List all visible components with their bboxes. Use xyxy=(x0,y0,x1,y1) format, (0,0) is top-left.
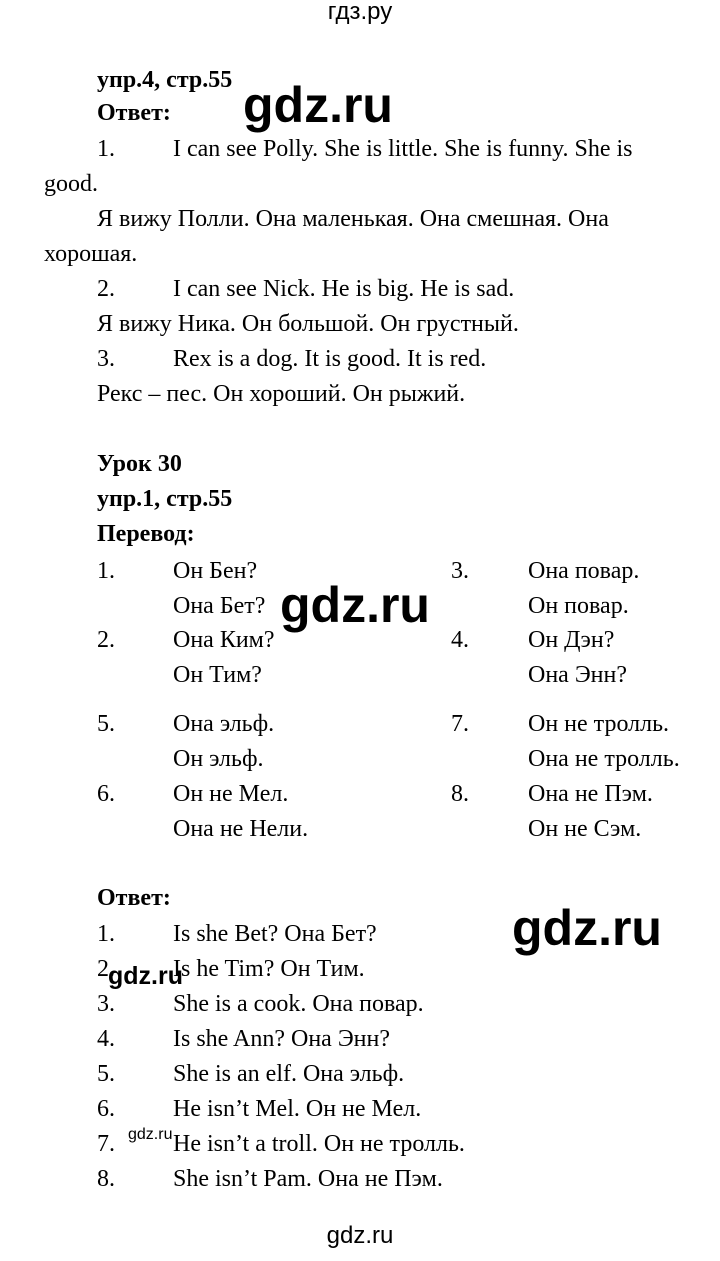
translation-line: Он Дэн? xyxy=(528,627,615,653)
site-footer: gdz.ru xyxy=(326,1222,394,1249)
item-number: 1. xyxy=(97,921,115,947)
translation-line: Он повар. xyxy=(528,593,629,619)
english-line: I can see Polly. She is little. She is funny. She is xyxy=(173,136,633,162)
item-number: 4. xyxy=(97,1026,115,1052)
watermark: gdz.ru xyxy=(243,77,393,133)
answer-line: Is she Bet? Она Бет? xyxy=(173,921,377,947)
answer-line: She isn’t Pam. Она не Пэм. xyxy=(173,1166,443,1192)
watermark: gdz.ru xyxy=(280,577,430,633)
item-number: 4. xyxy=(451,627,469,653)
item-number: 2. xyxy=(97,627,115,653)
translation-line: Он не Мел. xyxy=(173,781,289,807)
russian-line: Я вижу Ника. Он большой. Он грустный. xyxy=(97,311,519,337)
item-number: 6. xyxy=(97,781,115,807)
watermark: gdz.ru xyxy=(512,900,662,956)
english-line: Rex is a dog. It is good. It is red. xyxy=(173,346,487,372)
translation-line: Она не Нели. xyxy=(173,816,309,842)
russian-line: Рекс – пес. Он хороший. Он рыжий. xyxy=(97,381,466,407)
item-number: 2. xyxy=(97,956,115,982)
translation-line: Она эльф. xyxy=(173,711,275,737)
russian-line: Я вижу Полли. Она маленькая. Она смешная. Она xyxy=(97,206,609,232)
watermark: gdz.ru xyxy=(108,962,183,990)
exercise-heading: упр.1, стр.55 xyxy=(97,486,233,512)
translation-line: Он эльф. xyxy=(173,746,264,772)
item-number: 8. xyxy=(97,1166,115,1192)
item-number: 3. xyxy=(451,558,469,584)
answer-line: Is she Ann? Она Энн? xyxy=(173,1026,390,1052)
answer-line: He isn’t Mel. Он не Мел. xyxy=(173,1096,422,1122)
translation-line: Он Тим? xyxy=(173,662,262,688)
translation-line: Он Бен? xyxy=(173,558,258,584)
item-number: 1. xyxy=(97,558,115,584)
answer-line: Is he Tim? Он Тим. xyxy=(173,956,365,982)
site-header: гдз.ру xyxy=(327,0,393,25)
translation-line: Она Ким? xyxy=(173,627,275,653)
exercise-heading: упр.4, стр.55 xyxy=(97,67,233,93)
item-number: 7. xyxy=(97,1131,115,1157)
item-number: 6. xyxy=(97,1096,115,1122)
answer-line: He isn’t a troll. Он не тролль. xyxy=(173,1131,465,1157)
item-number: 2. xyxy=(97,276,115,302)
translation-line: Она не Пэм. xyxy=(528,781,653,807)
english-line: good. xyxy=(44,171,98,197)
translation-line: Он не Сэм. xyxy=(528,816,642,842)
watermark: gdz.ru xyxy=(128,1126,173,1143)
item-number: 7. xyxy=(451,711,469,737)
translation-label: Перевод: xyxy=(97,521,195,547)
english-line: I can see Nick. He is big. He is sad. xyxy=(173,276,515,302)
translation-line: Она повар. xyxy=(528,558,640,584)
item-number: 5. xyxy=(97,1061,115,1087)
item-number: 8. xyxy=(451,781,469,807)
translation-line: Она не тролль. xyxy=(528,746,680,772)
translation-line: Она Энн? xyxy=(528,662,628,688)
answer-line: She is a cook. Она повар. xyxy=(173,991,424,1017)
item-number: 5. xyxy=(97,711,115,737)
translation-line: Она Бет? xyxy=(173,593,266,619)
item-number: 3. xyxy=(97,346,115,372)
answer-line: She is an elf. Она эльф. xyxy=(173,1061,405,1087)
translation-line: Он не тролль. xyxy=(528,711,670,737)
item-number: 1. xyxy=(97,136,115,162)
lesson-title: Урок 30 xyxy=(97,451,182,477)
answer-label: Ответ: xyxy=(97,100,171,126)
item-number: 3. xyxy=(97,991,115,1017)
answer-label: Ответ: xyxy=(97,885,171,911)
russian-line: хорошая. xyxy=(44,241,138,267)
